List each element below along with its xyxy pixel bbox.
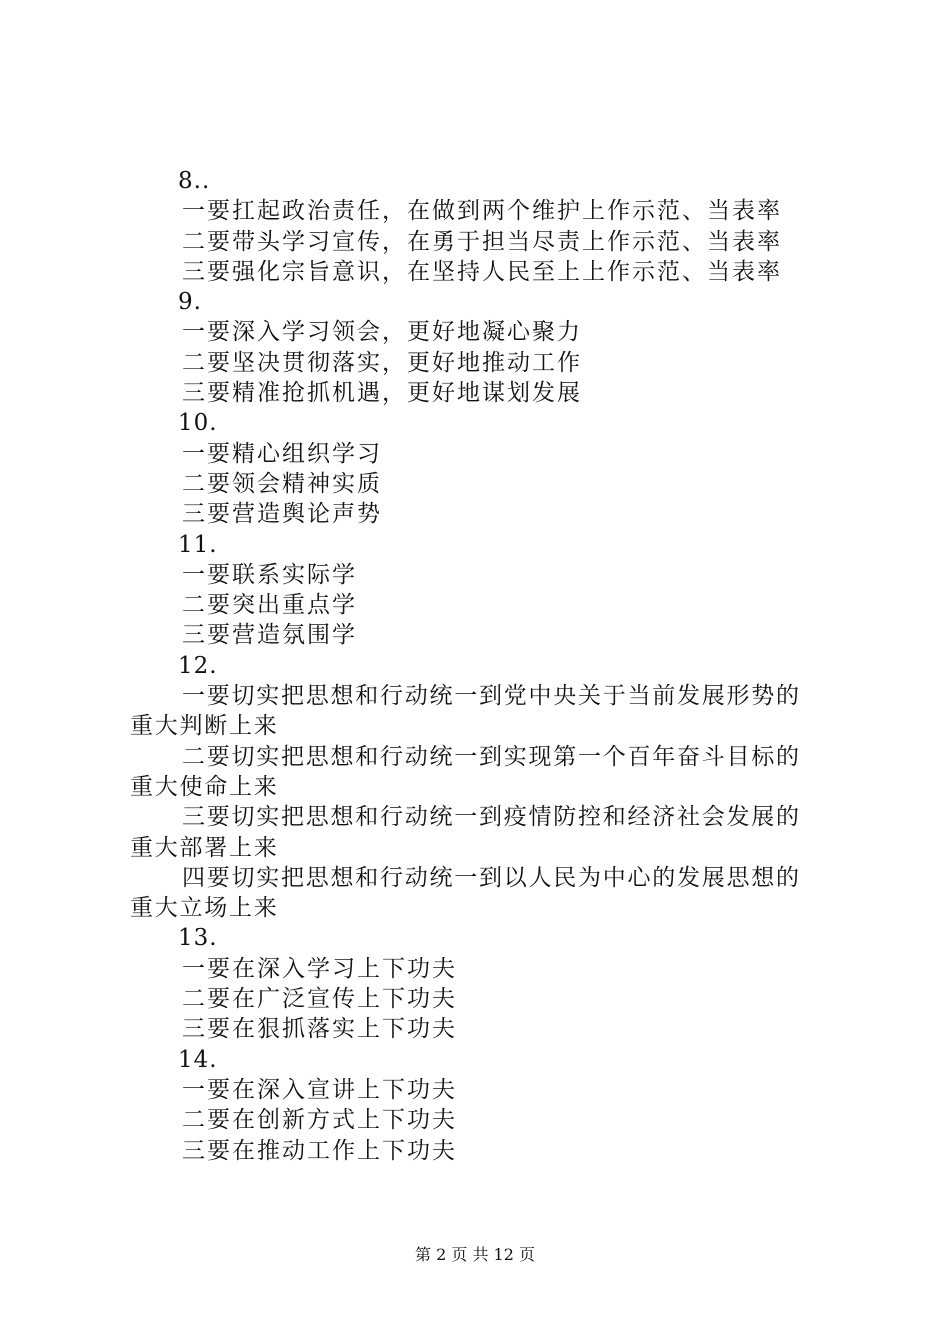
- text-line: 三要营造氛围学: [182, 622, 357, 649]
- text-line: 二要突出重点学: [182, 592, 357, 619]
- text-line: 二要领会精神实质: [182, 470, 382, 497]
- text-line: 一要在深入学习上下功夫: [182, 955, 457, 982]
- text-line: 三要在推动工作上下功夫: [182, 1137, 457, 1164]
- text-line: 一要深入学习领会，更好地凝心聚力: [182, 319, 582, 346]
- text-line: 三要强化宗旨意识，在坚持人民至上上作示范、当表率: [182, 258, 782, 285]
- text-line: 二要切实把思想和行动统一到实现第一个百年奋斗目标的: [182, 743, 801, 770]
- text-line: 三要在狠抓落实上下功夫: [182, 1016, 457, 1043]
- document-body: [0, 166, 950, 1166]
- text-line: 三要营造舆论声势: [182, 501, 382, 528]
- section-number: 11.: [178, 531, 218, 558]
- text-line: 一要扛起政治责任，在做到两个维护上作示范、当表率: [182, 198, 782, 225]
- section-number: 12.: [178, 652, 218, 679]
- text-line: 二要在创新方式上下功夫: [182, 1107, 457, 1134]
- section-number: 13.: [178, 925, 218, 952]
- section-number: 14.: [178, 1046, 218, 1073]
- text-line: 重大使命上来: [130, 773, 279, 800]
- section-number: 10.: [178, 410, 218, 437]
- text-line: 一要在深入宣讲上下功夫: [182, 1076, 457, 1103]
- text-line: 一要联系实际学: [182, 561, 357, 588]
- text-line: 二要在广泛宣传上下功夫: [182, 986, 457, 1013]
- text-line: 二要坚决贯彻落实，更好地推动工作: [182, 349, 582, 376]
- text-line: 重大部署上来: [130, 834, 279, 861]
- text-line: 重大判断上来: [130, 713, 279, 740]
- text-line: 重大立场上来: [130, 895, 279, 922]
- text-line: 二要带头学习宣传，在勇于担当尽责上作示范、当表率: [182, 228, 782, 255]
- text-line: 三要切实把思想和行动统一到疫情防控和经济社会发展的: [182, 804, 801, 831]
- text-line: 四要切实把思想和行动统一到以人民为中心的发展思想的: [182, 864, 801, 891]
- section-number: 8..: [178, 168, 211, 194]
- text-line: 一要切实把思想和行动统一到党中央关于当前发展形势的: [182, 683, 801, 710]
- section-number: 9.: [178, 289, 202, 316]
- text-line: 三要精准抢抓机遇，更好地谋划发展: [182, 380, 582, 407]
- page-footer: 第 2 页 共 12 页: [415, 1245, 535, 1264]
- text-line: 一要精心组织学习: [182, 440, 382, 467]
